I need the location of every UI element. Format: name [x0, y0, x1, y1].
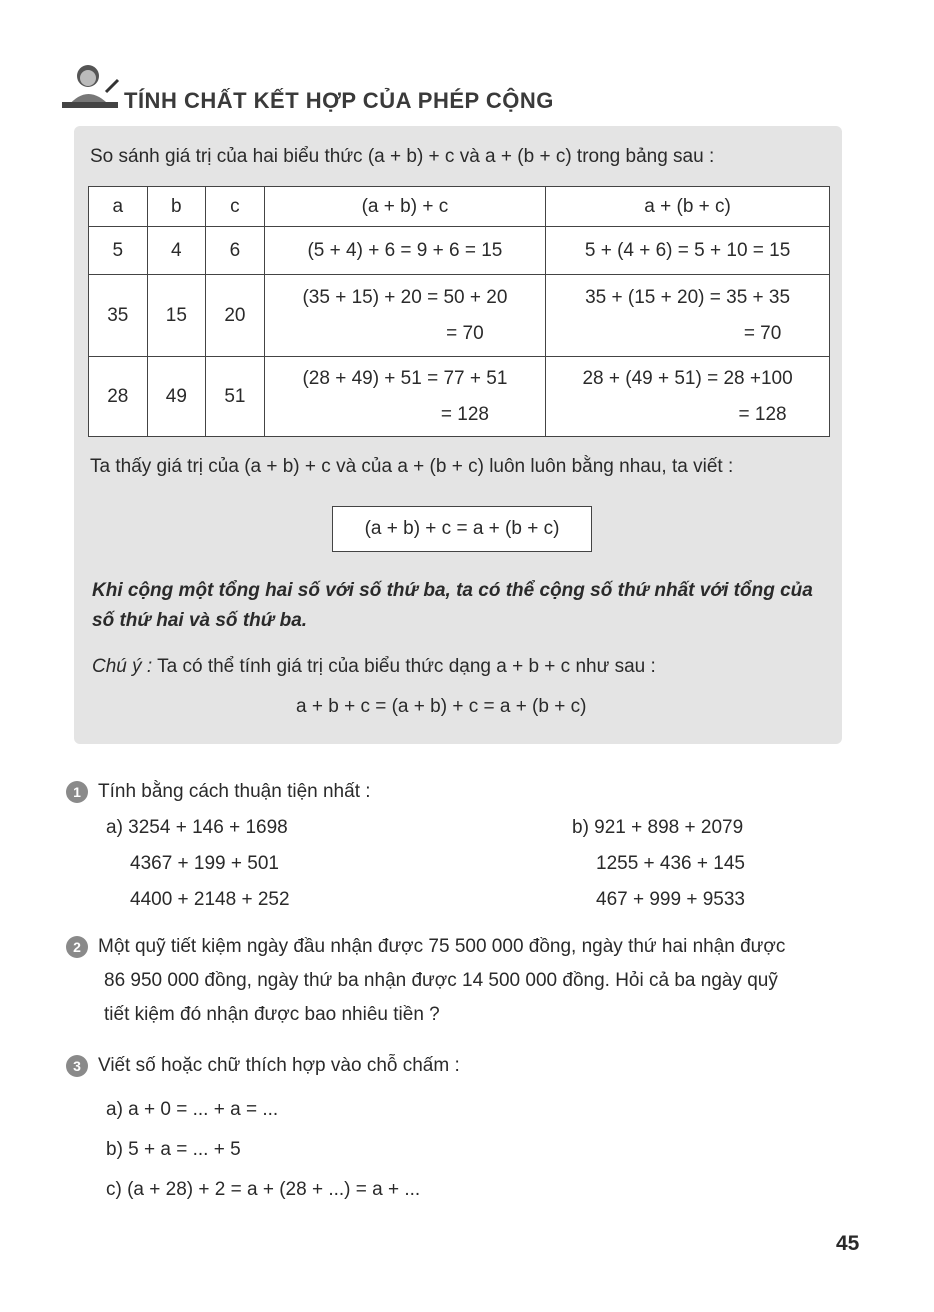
- page-title: TÍNH CHẤT KẾT HỢP CỦA PHÉP CỘNG: [124, 88, 554, 113]
- exercise-line: 4400 + 2148 + 252: [130, 889, 290, 910]
- header-cell: (a + b) + c: [264, 187, 545, 227]
- page-number: 45: [836, 1232, 860, 1255]
- exercise-line: 467 + 999 + 9533: [596, 889, 745, 910]
- note-formula: a + b + c = (a + b) + c = a + (b + c): [296, 696, 587, 717]
- number-two-icon: 2: [66, 936, 88, 958]
- exercise-3-heading: [66, 1048, 460, 1084]
- exercise-2-line: Một quỹ tiết kiệm ngày đầu nhận được 75 500 000 đồng, ngày thứ hai nhận được: [98, 936, 786, 957]
- expr-line: 35 + (15 + 20) = 35 + 35: [585, 286, 791, 308]
- expr-line: 5 + (4 + 6) = 5 + 10 = 15: [584, 239, 791, 261]
- cell-c: 6: [206, 227, 265, 275]
- cell-right-expression: [546, 357, 830, 437]
- expr-line: 28 + (49 + 51) = 28 +100: [582, 367, 793, 389]
- cell-b: 49: [147, 357, 206, 437]
- observation-text: Ta thấy giá trị của (a + b) + c và của a + (b + c) luôn luôn bằng nhau, ta viết :: [90, 456, 734, 477]
- cell-right-expression: [546, 275, 830, 357]
- table-row: [89, 275, 830, 357]
- cell-left-expression: [264, 275, 545, 357]
- exercise-1-heading: [66, 774, 371, 810]
- exercise-1-prompt: Tính bằng cách thuận tiện nhất :: [98, 781, 371, 802]
- cell-c: 51: [206, 357, 265, 437]
- cell-right-expression: [546, 227, 830, 275]
- rule-statement: Khi cộng một tổng hai số với số thứ ba, ta có thể cộng số thứ nhất với tổng của số thứ hai và số thứ ba.: [92, 580, 813, 631]
- formula-box: (a + b) + c = a + (b + c): [332, 506, 592, 552]
- expr-line: (35 + 15) + 20 = 50 + 20: [302, 286, 508, 308]
- exercise-line: b) 921 + 898 + 2079: [572, 817, 744, 838]
- child-writing-icon: [58, 62, 122, 112]
- table-row: [89, 227, 830, 275]
- header-cell: a: [89, 187, 148, 227]
- exercise-line: 1255 + 436 + 145: [596, 853, 745, 874]
- header-cell: b: [147, 187, 206, 227]
- table-header-row: [89, 187, 830, 227]
- note-text: Ta có thể tính giá trị của biểu thức dạng a + b + c như sau :: [157, 656, 656, 677]
- exercise-line: a) 3254 + 146 + 1698: [106, 817, 288, 838]
- expr-result: = 70: [743, 322, 782, 344]
- cell-left-expression: [264, 227, 545, 275]
- exercise-3-prompt: Viết số hoặc chữ thích hợp vào chỗ chấm :: [98, 1055, 460, 1076]
- exercise-2: [66, 930, 866, 1032]
- note: [92, 656, 656, 678]
- cell-left-expression: [264, 357, 545, 437]
- cell-b: 4: [147, 227, 206, 275]
- comparison-table: [88, 186, 830, 437]
- expr-result: = 128: [440, 403, 489, 425]
- note-label: Chú ý :: [92, 656, 153, 677]
- header-cell: a + (b + c): [546, 187, 830, 227]
- cell-c: 20: [206, 275, 265, 357]
- number-one-icon: 1: [66, 781, 88, 803]
- exercise-1-column-b: [572, 810, 745, 918]
- cell-a: 35: [89, 275, 148, 357]
- cell-b: 15: [147, 275, 206, 357]
- exercise-line: c) (a + 28) + 2 = a + (28 + ...) = a + ...: [106, 1179, 421, 1200]
- intro-text: So sánh giá trị của hai biểu thức (a + b) + c và a + (b + c) trong bảng sau :: [90, 146, 715, 167]
- expr-result: = 128: [738, 403, 787, 425]
- exercise-2-line: 86 950 000 đồng, ngày thứ ba nhận được 14 500 000 đồng. Hỏi cả ba ngày quỹ: [104, 970, 778, 991]
- expr-result: = 70: [446, 322, 484, 344]
- exercise-2-line: tiết kiệm đó nhận được bao nhiêu tiền ?: [104, 1004, 440, 1025]
- exercise-line: a) a + 0 = ... + a = ...: [106, 1099, 279, 1120]
- exercise-1-column-a: [106, 810, 290, 918]
- exercise-line: b) 5 + a = ... + 5: [106, 1139, 241, 1160]
- expr-line: (28 + 49) + 51 = 77 + 51: [302, 367, 508, 389]
- cell-a: 28: [89, 357, 148, 437]
- expr-line: (5 + 4) + 6 = 9 + 6 = 15: [307, 239, 503, 261]
- table-row: [89, 357, 830, 437]
- cell-a: 5: [89, 227, 148, 275]
- exercise-3-items: [106, 1090, 420, 1210]
- exercise-line: 4367 + 199 + 501: [130, 853, 279, 874]
- header-cell: c: [206, 187, 265, 227]
- number-three-icon: 3: [66, 1055, 88, 1077]
